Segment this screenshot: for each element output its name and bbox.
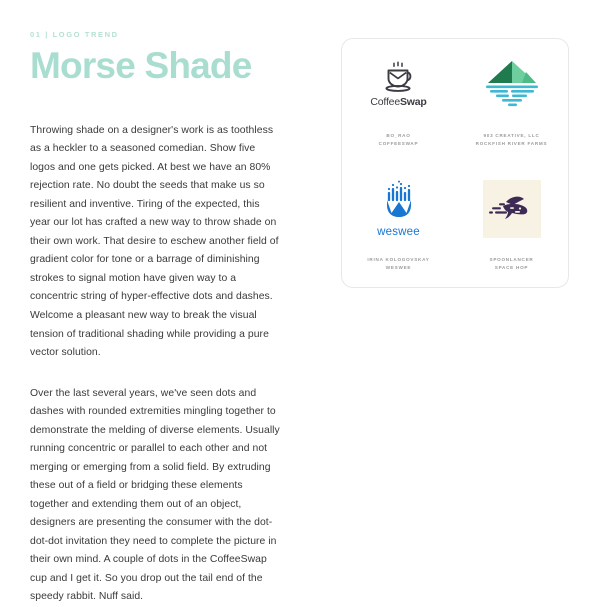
weswee-logo-art xyxy=(377,178,420,240)
w-monogram-dots-icon xyxy=(378,180,420,222)
coffeeswap-logo-art xyxy=(370,54,426,116)
section-eyebrow: 01 | LOGO TREND xyxy=(30,30,119,39)
client-name: SPACE HOP xyxy=(494,265,529,270)
client-name: ROCKFISH RIVER FARMS xyxy=(475,141,548,146)
designer-name: BO_RAO xyxy=(386,132,411,138)
speeding-rabbit-icon xyxy=(489,192,535,226)
mountain-water-icon xyxy=(482,57,542,113)
designer-name: 903 CREATIVE, LLC xyxy=(483,132,540,138)
logo-showcase-card xyxy=(341,38,569,288)
logo-item-space-hop xyxy=(455,163,568,287)
article-paragraph-1: Throwing shade on a designer's work is as toothless as a heckler to a seasoned comedian. Show five logos and one gets picked. At best we have an 80% rejection rate. No doubt the seeds that make us so resilient and inventive. Tiring of the expected, this year our lot has crafted a new way to throw shade on their own work. That desire to eschew another field of gradient color for tone or a barrage of diminishing strokes to signal motion have given way to a concentric string of hyper-effective dots and dashes. Welcome a pleasant new way to break the visual tension of traditional shading while providing a pure vector solution. xyxy=(30,124,279,359)
logo-item-weswee xyxy=(342,163,455,287)
coffeeswap-wordmark xyxy=(370,96,426,108)
logo-item-rockfish-river-farms xyxy=(455,39,568,163)
logo-grid xyxy=(342,39,568,287)
page-title: Morse Shade xyxy=(30,45,252,86)
article-paragraph-2: Over the last several years, we've seen dots and dashes with rounded extremities mingling together to demonstrate the melding of diverse elements. Usually running concentric or parallel to each other and not merging or emerging from a solid field. By extruding these out of a field or bridging these elements together and extending them out of an object, designers are presenting the consumer with the dot-dot-dot invitation they need to complete the picture in their own mind. A couple of dots in the CoffeeSwap cup and I get it. So you drop out the tail end of the speedy rabbit. Nuff said. xyxy=(30,387,280,603)
logo-caption-weswee xyxy=(367,256,429,273)
designer-name: IRINA KOLOGOVSKAY xyxy=(367,256,430,262)
coffeeswap-wordmark-light: Coffee xyxy=(370,96,400,109)
space-hop-logo-art xyxy=(483,178,541,240)
coffeeswap-wordmark-bold: Swap xyxy=(399,96,427,109)
designer-name: SPOONLANCER xyxy=(489,256,534,262)
client-name: WESWEE xyxy=(385,265,412,270)
weswee-wordmark: weswee xyxy=(377,225,420,238)
rockfish-logo-art xyxy=(482,54,542,116)
coffee-cup-envelope-icon xyxy=(381,61,415,93)
client-name: COFFEESWAP xyxy=(378,141,419,146)
rabbit-logo-tile xyxy=(483,180,541,238)
logo-caption-rockfish xyxy=(476,132,548,149)
article-column xyxy=(30,30,282,607)
logo-caption-space-hop xyxy=(490,256,534,273)
logo-item-coffeeswap xyxy=(342,39,455,163)
logo-caption-coffeeswap xyxy=(379,132,419,149)
